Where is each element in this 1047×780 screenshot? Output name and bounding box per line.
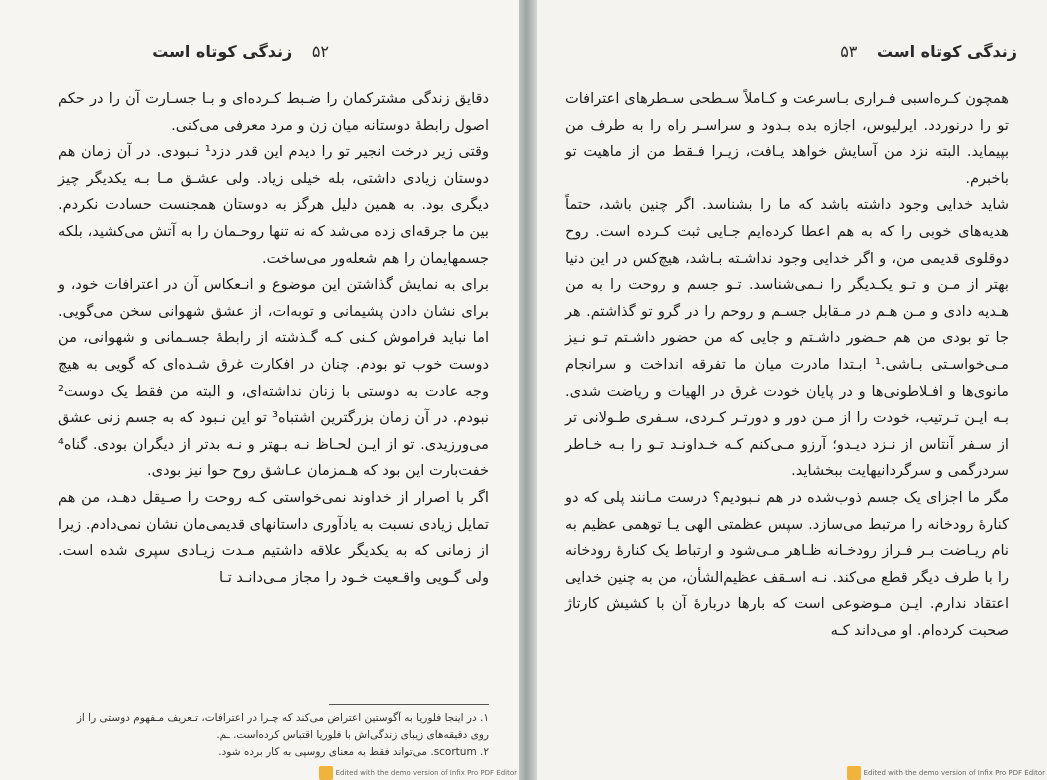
left-page <box>0 0 519 780</box>
footnote: ۲. scortum. می‌تواند فقط به معنای روسپی به کار برده شود. <box>218 746 489 758</box>
right-page-number: ۵۳ <box>840 42 858 61</box>
watermark-text: Edited with the demo version of Infix Pro PDF Editor <box>863 768 1045 777</box>
editor-watermark <box>847 766 1045 780</box>
left-paragraph: برای به نمایش گذاشتن این موضوع و انـعکاس آن در اعترافات خود، و برای نشان دادن پشیمانی و توبه‌ات، از عشق شهوانی سخن می‌گویی. اما نباید فراموش کـنی کـه گـذشته از رابطهٔ جسـمانی و شهوانی، من دوست خوب تو بودم. چنان در افکارت غرق شـده‌ای که گویی به هیچ وجه عادت به دوستی با زنان نداشته‌ای، و البته من فقط یک دوست² نبودم. در آن زمان بزرگترین اشتباه³ تو این نـبود که به جسم زنی عشق می‌ورزیدی. تو از ایـن لحـاظ نـه بـهتر و نـه بدتر از دیگران بودی. گناه⁴ خفت‌بارت این بود که هـمزمان عـاشق روح حوا نیز بودی. <box>58 276 489 480</box>
editor-watermark <box>319 766 517 780</box>
right-running-title: زندگی کوتاه است <box>876 42 1017 61</box>
right-paragraph: مگر ما اجزای یک جسم ذوب‌شده در هم نـبودیم؟ درست مـانند پلی که دو کنارهٔ رودخانه را مرتبط می‌سازد. سپس عظمتی الهی یـا توهمی عظیم به نام ریـاضت بـر فـراز رودخـانه ظـاهر مـی‌شود و ارتباط یک کنارهٔ رودخانه را با طرف دیگر قطع می‌کند. نـه اسـقف عظیم‌الشأن، من به چنین خدایی اعتقاد ندارم. ایـن مـوضوعی است که بارها دربارهٔ آن با کشیش کارتاژ صحبت کرده‌ام. او می‌داند کـه <box>565 488 1009 639</box>
infix-logo-icon <box>847 766 861 780</box>
left-paragraph: اگر با اصرار از خداوند نمی‌خواستی کـه روحت را صـیقل دهـد، من هم تمایل زیادی نسبت به یادآوری داستانهای قدیمی‌مان نشان نمی‌دادم. زیرا از زمانی که به یکدیگر علاقه داشتیم مـدت زیـادی سپری شده است. ولی گـویی واقـعیت خـود را مجاز مـی‌دانـد تـا <box>58 488 489 586</box>
watermark-text: Edited with the demo version of Infix Pro PDF Editor <box>335 768 517 777</box>
left-paragraph: وقتی زیر درخت انجیر تو را دیدم این قدر دزد¹ نـبودی. در آن زمان هم دوستان زیادی داشتی، بله خیلی زیاد. ولی عشـق مـا بـه یکدیگر چیز دیگری بود. به همین دلیل هرگز به دوستان همجنست حسادت نکردم. بین ما جرقه‌ای زده می‌شد که نه تنها روحـمان را به آتش می‌کشید، بلکه جسمهایمان را هم شعله‌ور می‌ساخت. <box>58 143 489 267</box>
footnote-rule <box>329 704 489 705</box>
right-page-header <box>840 42 1017 61</box>
left-footnotes <box>58 710 489 761</box>
book-gutter <box>519 0 537 780</box>
right-paragraph: همچون کـره‌اسبی فـراری بـاسرعت و کـاملاً سـطحی سـطرهای اعترافات تو را درنوردد. ایرلیوس، اجازه بده بـدود و سراسـر راه را به طرف من بپیماید. البته نزد من آسایش خواهد یـافت، زیـرا فـقط من از ماهیت تو باخبرم. <box>565 90 1009 187</box>
footnote: ۱. در اینجا فلوریا به آگوستین اعتراض می‌کند که چـرا در اعترافات، تـعریف مـفهوم دوستی را از روی دقیقه‌های زیبای زندگی‌اش با فلوریا اقتباس کرده‌است. ـم. <box>76 712 489 741</box>
right-paragraph: شاید خدایی وجود داشته باشد که ما را بشناسد. اگر چنین باشد، حتماً هدیه‌های خوبی را که به هم اعطا کرده‌ایم جـایی ثبت کـرده است. روح دوقلوی قدیمی من، و اگر خدایی وجود نداشـته بـاشد، هیچ‌کس در این دنیا بهتر از مـن و تـو یکـدیگر را نـمی‌شناسد. تـو جسم و روحت را به من هـدیه دادی و مـن هـم در مـقابل جسـم و روحم را در گرو تو گذاشتم. هر جا تو بودی من هم حـضور داشـتم و جایی که من حضور داشـتم تـو نـیز مـی‌خواسـتی بـاشی.¹ ابـتدا مادرت میان ما تفرقه انداخت و سرانجام مانوی‌ها و افـلاطونی‌ها و در پایان خودت غرق در الهیات و ریاضت شدی. بـه ایـن تـرتیب، خودت را از مـن دور و دورتـر کـردی، سـفری طـولانی تر از سـفر آنتاس از نـزد دیـدو؛ آرزو مـی‌کنم کـه خـداونـد تـو را بـه خـاطر سردرگمی و سرگردانیهایت ببخشاید. <box>565 196 1009 480</box>
left-running-title: زندگی کوتاه است <box>152 42 293 61</box>
left-page-number: ۵۲ <box>311 42 329 61</box>
left-paragraph: دقایق زندگی مشترکمان را ضـبط کـرده‌ای و بـا جسـارت آن را در حکم اصول رابطهٔ دوستانه میان زن و مرد معرفی می‌کنی. <box>58 90 489 134</box>
right-body-text <box>565 86 1009 644</box>
left-page-header <box>152 42 329 61</box>
right-page <box>537 0 1047 780</box>
infix-logo-icon <box>319 766 333 780</box>
left-body-text <box>58 86 489 591</box>
